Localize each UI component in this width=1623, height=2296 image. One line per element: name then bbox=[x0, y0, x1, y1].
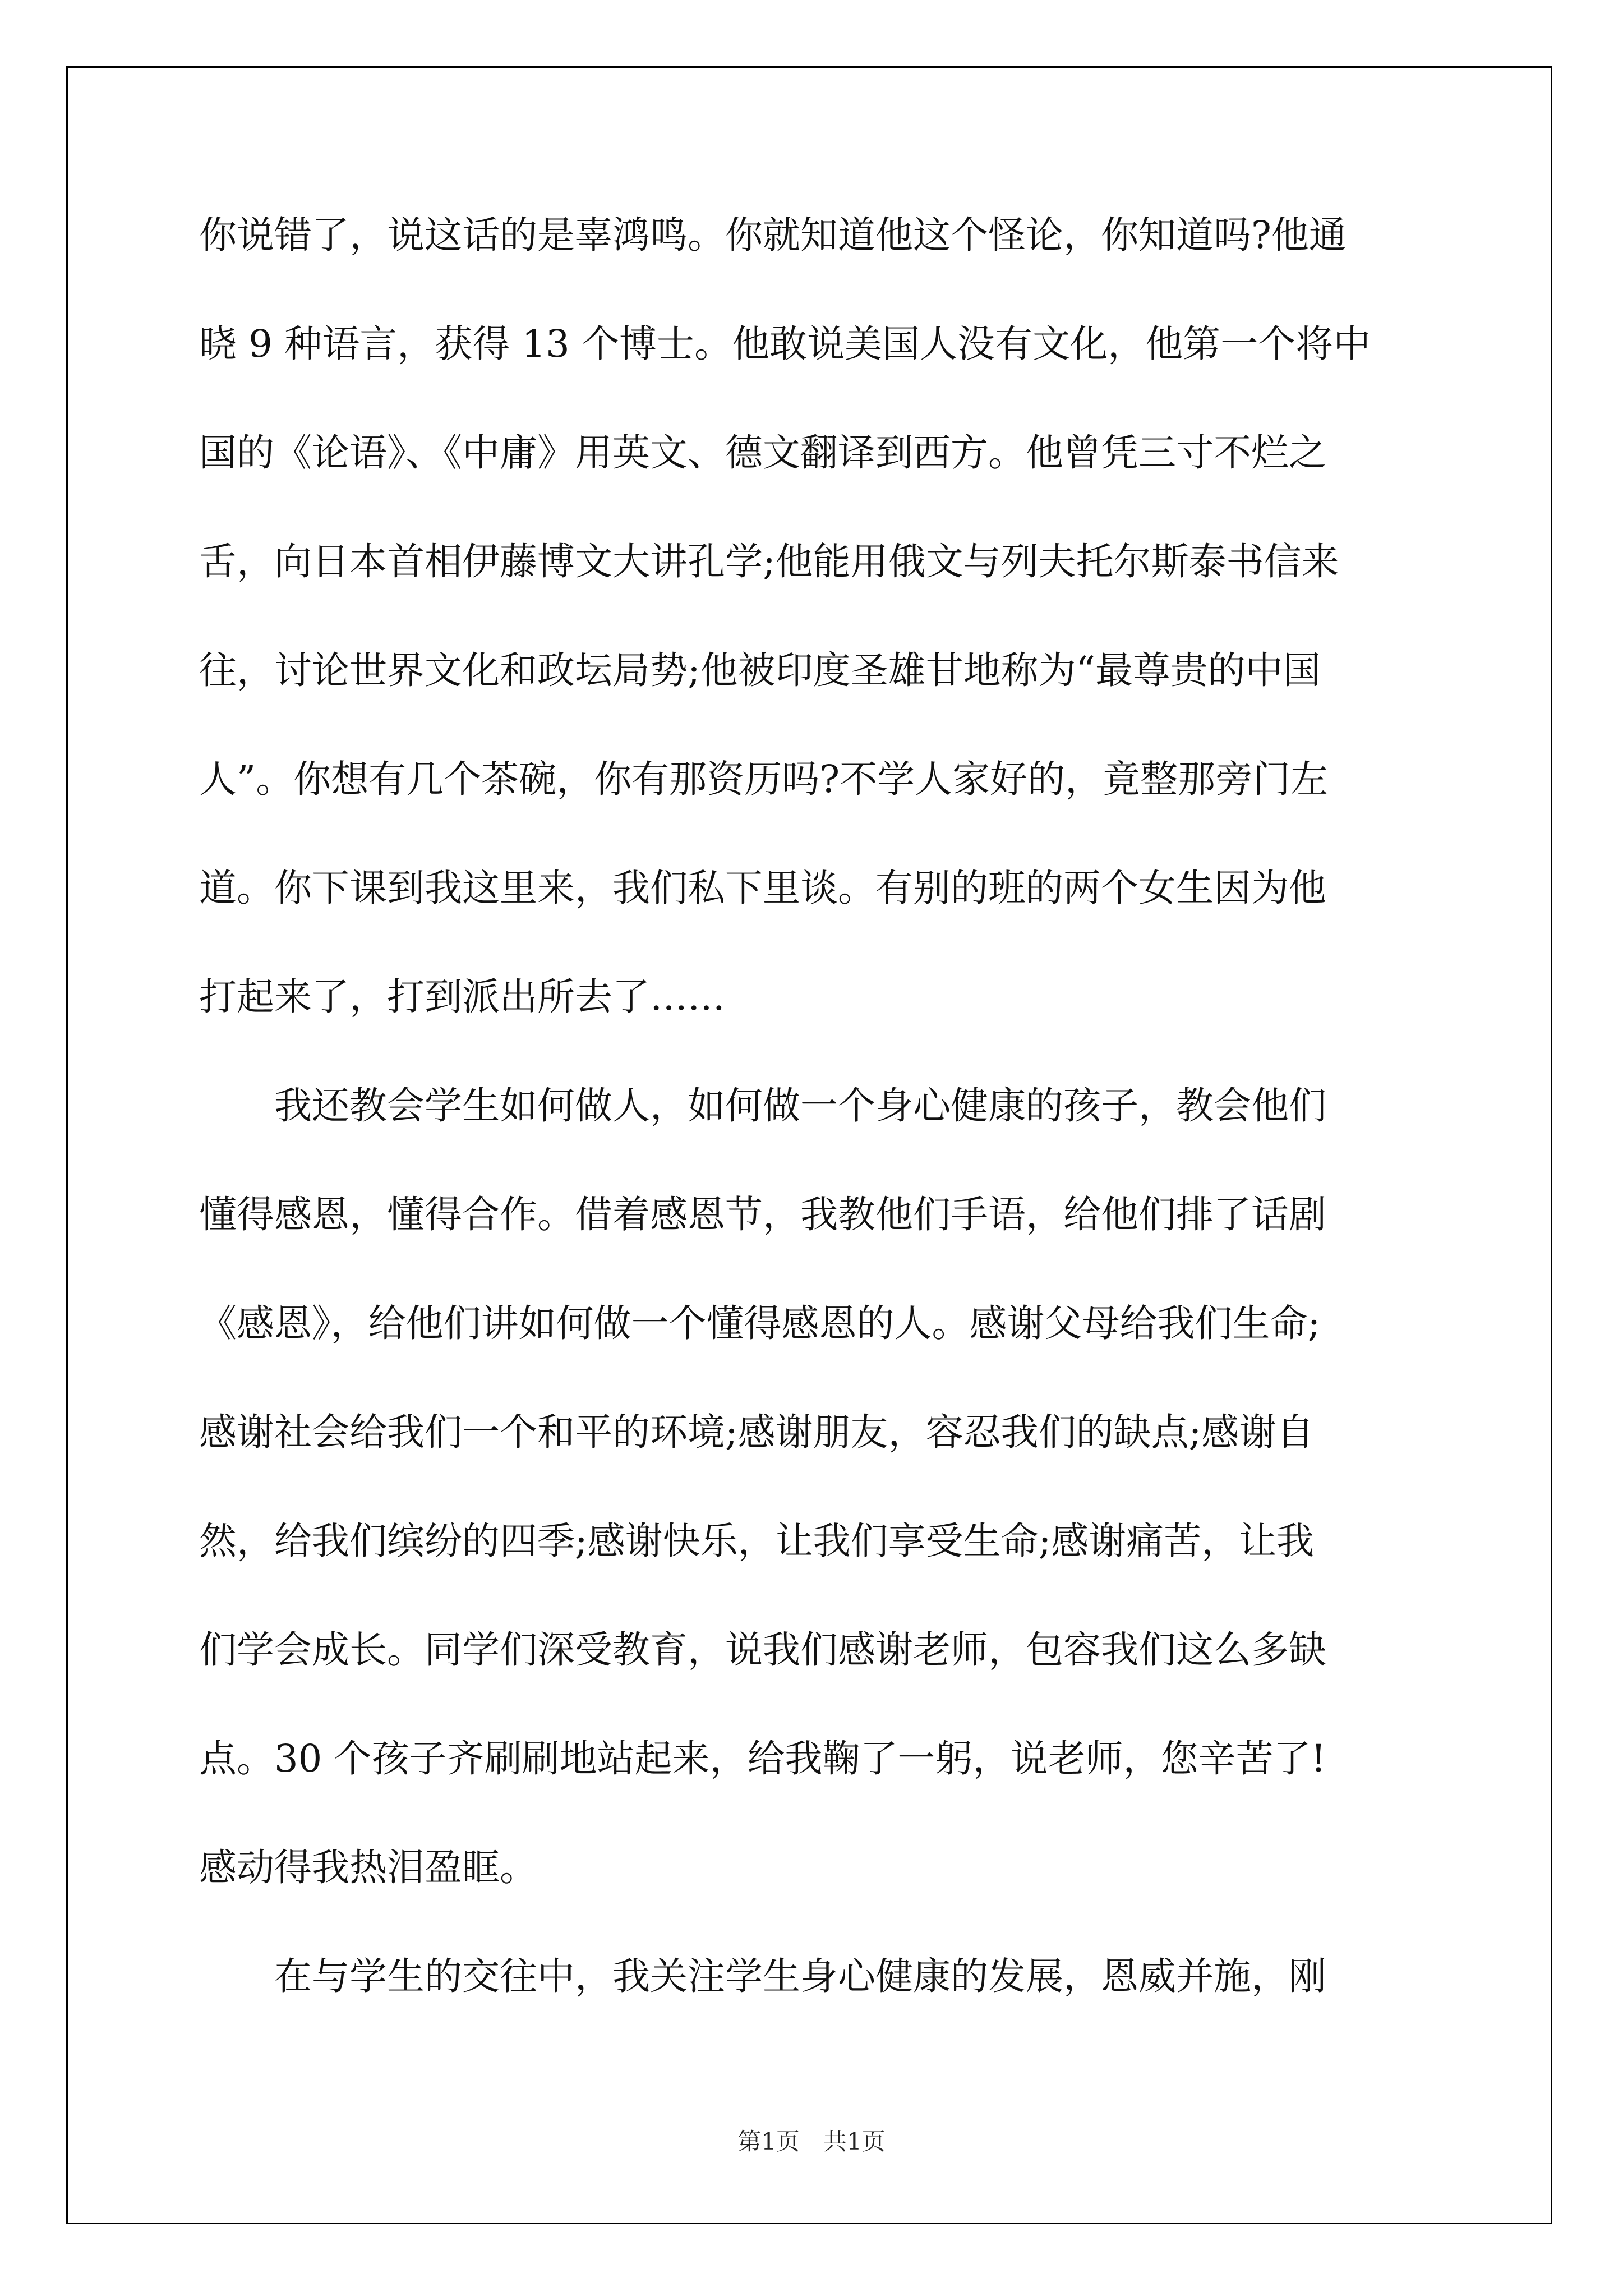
text-line: 打起来了，打到派出所去了…… bbox=[199, 975, 725, 1019]
text-line: 国的《论语》、《中庸》用英文、德文翻译到西方。他曾凭三寸不烂之 bbox=[199, 431, 1326, 475]
page-border bbox=[66, 66, 1552, 2224]
text-line: 人”。你想有几个茶碗，你有那资历吗?不学人家好的，竟整那旁门左 bbox=[199, 757, 1329, 801]
text-line: 往，讨论世界文化和政坛局势;他被印度圣雄甘地称为“最尊贵的中国 bbox=[199, 648, 1321, 692]
text-line: 感谢社会给我们一个和平的环境;感谢朋友，容忍我们的缺点;感谢自 bbox=[199, 1410, 1315, 1454]
text-line: 道。你下课到我这里来，我们私下里谈。有别的班的两个女生因为他 bbox=[199, 866, 1326, 910]
text-line: 感动得我热泪盈眶。 bbox=[199, 1846, 537, 1889]
text-line: 舌，向日本首相伊藤博文大讲孔学;他能用俄文与列夫托尔斯泰书信来 bbox=[199, 540, 1339, 583]
page-footer: 第1页 共1页 bbox=[737, 2128, 886, 2155]
text-line: 然，给我们缤纷的四季;感谢快乐，让我们享受生命;感谢痛苦，让我 bbox=[199, 1519, 1315, 1563]
text-line: 我还教会学生如何做人，如何做一个身心健康的孩子，教会他们 bbox=[199, 1084, 1326, 1128]
text-line: 点。30 个孩子齐刷刷地站起来，给我鞠了一躬，说老师，您辛苦了! bbox=[199, 1737, 1326, 1780]
text-line: 晓 9 种语言，获得 13 个博士。他敢说美国人没有文化，他第一个将中 bbox=[199, 322, 1371, 366]
text-line: 你说错了，说这话的是辜鸿鸣。你就知道他这个怪论，你知道吗?他通 bbox=[199, 213, 1347, 257]
text-line: 懂得感恩，懂得合作。借着感恩节，我教他们手语，给他们排了话剧 bbox=[199, 1193, 1326, 1236]
text-line: 《感恩》，给他们讲如何做一个懂得感恩的人。感谢父母给我们生命; bbox=[199, 1301, 1321, 1345]
text-line: 们学会成长。同学们深受教育，说我们感谢老师，包容我们这么多缺 bbox=[199, 1628, 1326, 1672]
text-line: 在与学生的交往中，我关注学生身心健康的发展，恩威并施，刚 bbox=[199, 1954, 1326, 1998]
